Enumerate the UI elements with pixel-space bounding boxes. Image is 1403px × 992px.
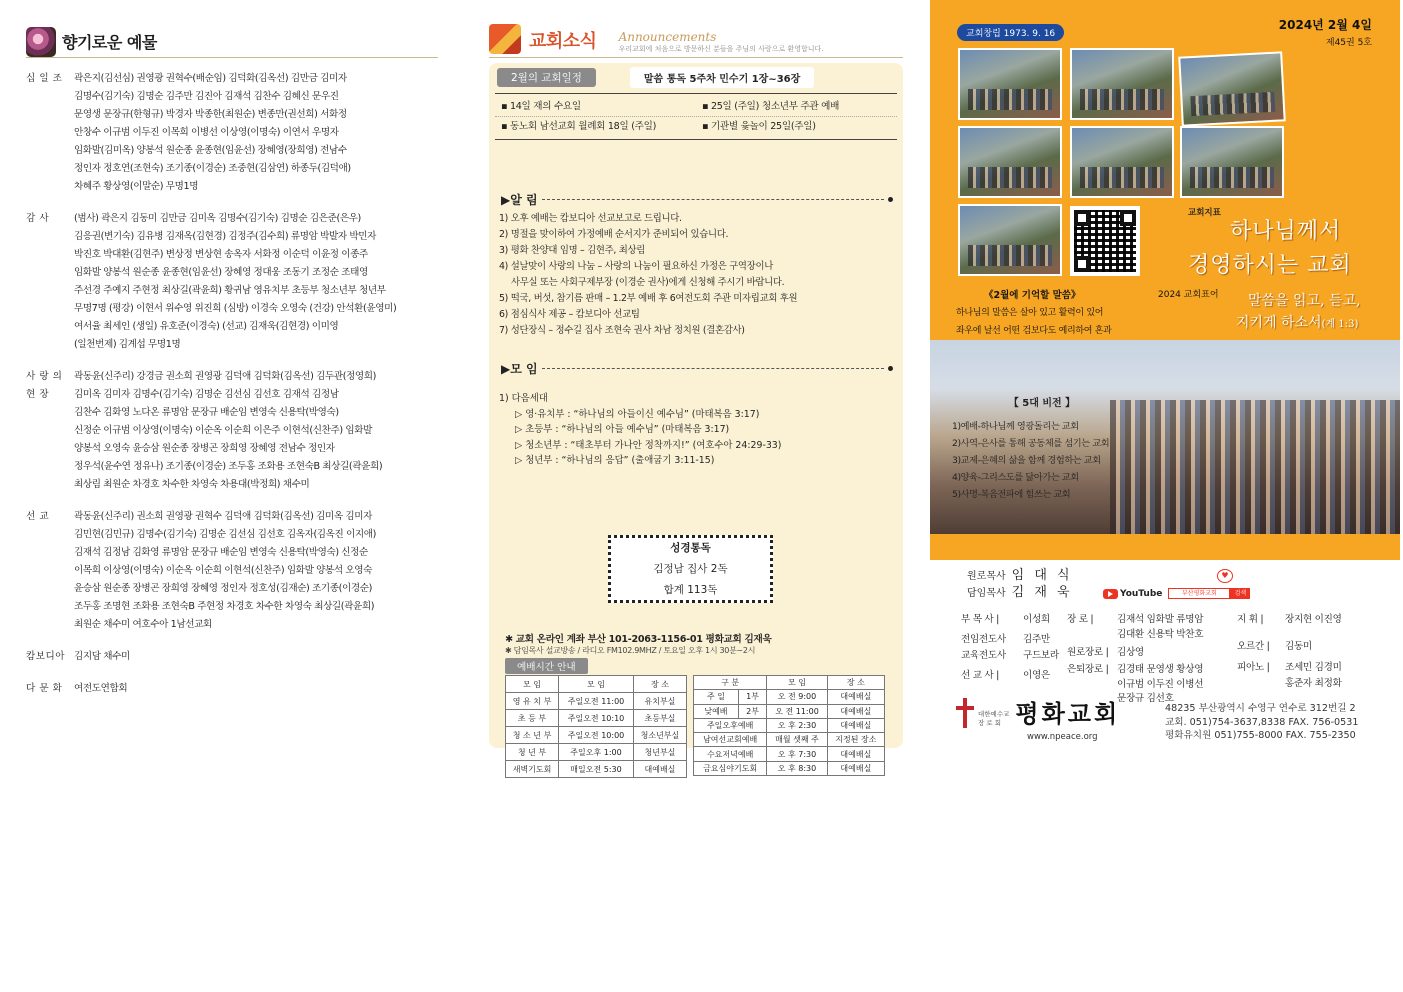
table-header: 구 분 (694, 676, 767, 690)
schedule-list (495, 93, 897, 140)
staff-name: 김경태 문영생 황상영 (1117, 664, 1204, 675)
offering-category-line: 현 장 (26, 389, 50, 400)
table-cell: 초 등 부 (506, 710, 559, 727)
established-badge: 교회창립 1973. 9. 16 (957, 24, 1064, 41)
denomination (978, 710, 1009, 728)
cover-photo (958, 204, 1062, 276)
offering-name-line: 임화발 양봉석 원순종 윤종현(임윤선) 장혜영 정대웅 조동기 조정순 조태영 (74, 267, 368, 278)
schedule-header (497, 67, 895, 88)
meeting-list (499, 391, 897, 469)
cover-photo (1180, 126, 1284, 198)
offering-name-line: 박진호 박대환(김현주) 변상정 변상현 송옥자 서화정 이순덕 이윤정 이종주 (74, 249, 368, 260)
memory-verse-line: 좌우에 날선 어떤 검보다도 예리하여 혼과 (956, 326, 1112, 336)
address-line: 48235 부산광역시 수영구 연수로 312번길 2 (1165, 703, 1356, 714)
staff-label: 선 교 사 | (961, 670, 1000, 681)
offering-group (26, 648, 438, 666)
offering-category-line: 캄보디아 (26, 651, 66, 662)
offering-category (26, 368, 74, 494)
offering-category (26, 680, 74, 698)
offering-name-line: 최원순 채수미 여호수아 1남선교회 (74, 619, 212, 630)
table-cell: 초등부실 (633, 710, 686, 727)
offering-group (26, 368, 438, 494)
staff-label: 교육전도사 (961, 650, 1006, 661)
staff-name: 김주만 (1023, 634, 1050, 645)
staff-name: 김재석 임화발 류명암 (1117, 614, 1204, 625)
announcements-subtitle (619, 30, 824, 54)
address-line: 평화유치원 051)755-8000 FAX. 755-2350 (1165, 730, 1356, 741)
bulletin-date: 2024년 2월 4일 (1278, 18, 1372, 32)
bullet-dot-icon (888, 366, 893, 371)
staff-label: 지 휘 | (1237, 614, 1264, 625)
offering-name-line: 김미옥 김미자 김명수(김기숙) 김명순 김선심 김선호 김재석 김정남 (74, 389, 339, 400)
offering-category-line: 다 문 화 (26, 683, 63, 694)
meeting-title: 1) 다음세대 (499, 393, 548, 404)
notice-item: 4) 설날맞이 사랑의 나눔 – 사랑의 나눔이 필요하신 가정은 구역장이나 (499, 261, 773, 272)
table-row (694, 718, 885, 732)
staff-name: 이성희 (1023, 614, 1050, 625)
offering-name-line: 곽동윤(신주리) 강경금 권소희 권영광 김덕애 김덕화(김옥선) 김두관(정영희) (74, 371, 376, 382)
offering-names (74, 508, 438, 634)
staff-name: 홍준자 최정화 (1285, 678, 1342, 689)
pastor-emeritus (967, 568, 1073, 585)
vision-item: 3)교제-은혜의 삶을 함께 경험하는 교회 (952, 455, 1101, 466)
table-cell: 주일오전 10:10 (559, 710, 634, 727)
staff-label: 장 로 | (1067, 614, 1094, 625)
offerings-section (26, 26, 438, 726)
table-cell: 주일오후예배 (694, 718, 767, 732)
notice-item: 1) 오후 예배는 캄보디아 선교보고로 드립니다. (499, 213, 682, 224)
offering-name-line: 곽은지(김선심) 권영광 권혁수(배순임) 김덕화(김옥선) 김만금 김미자 (74, 73, 347, 84)
meeting-header (501, 360, 893, 377)
table-cell: 새벽기도회 (506, 761, 559, 778)
schedule-item: ▪ 동노회 남선교회 월례회 18일 (주일) (501, 121, 657, 132)
staff-label: 오르간 | (1237, 641, 1270, 652)
offering-name-line: 김재석 김정남 김화영 류명암 문장규 배순임 변영숙 신용탁(박영숙) 신정순 (74, 547, 368, 558)
table-cell: 지정된 장소 (827, 733, 884, 747)
cover-photo (958, 48, 1062, 120)
notice-item: 2) 명절을 맞이하여 가정예배 순서지가 준비되어 있습니다. (499, 229, 729, 240)
pastor-name: 임 대 식 (1011, 568, 1073, 583)
meeting-items (499, 407, 897, 469)
vision-item: 1)예배-하나님께 영광돌리는 교회 (952, 421, 1079, 432)
offering-name-line: 곽동윤(신주리) 권소희 권영광 권혁수 김덕애 김덕화(김옥선) 김미옥 김미자 (74, 511, 372, 522)
offering-name-line: 김찬수 김화영 노다온 류명암 문장규 배순임 변영숙 신용탁(박영숙) (74, 407, 339, 418)
table-cell: 청소년부실 (633, 727, 686, 744)
church-logo (955, 698, 1120, 728)
offering-name-line: 윤승삼 원순종 장병곤 장희영 장혜영 정인자 정호성(김재순) 조기종(이경순) (74, 583, 372, 594)
bible-reading-tag: 말씀 통독 5주차 민수기 1장~36장 (630, 67, 814, 88)
notice-list (499, 211, 897, 339)
table-row (694, 747, 885, 761)
worship-table-main (693, 675, 885, 776)
offering-name-line: 정우석(윤수연 정유나) 조기종(이경순) 조두홍 조화용 조현숙B 최상길(곽윤희) (74, 461, 383, 472)
offerings-title: 향기로운 예물 (62, 33, 157, 52)
worship-table-youth (505, 675, 687, 778)
table-cell: 대예배실 (827, 704, 884, 718)
divider (542, 199, 884, 200)
announcements-box (489, 63, 903, 774)
schedule-row (495, 97, 897, 116)
offering-name-line: 김민현(김민규) 김명수(김기숙) 김명순 김선심 김선호 김옥자(김옥진 이지애) (74, 529, 376, 540)
motto-line-1: 하나님께서 (1230, 219, 1342, 244)
offering-names (74, 368, 438, 494)
staff-section (955, 566, 1385, 746)
staff-name: 김동미 (1285, 641, 1312, 652)
table-cell: 청 년 부 (506, 744, 559, 761)
schedule-tag: 2월의 교회일정 (497, 68, 596, 87)
cover-photo (958, 126, 1062, 198)
offering-name-line: 김명수(김기숙) 김명순 김주만 김진아 김재석 김찬수 김혜신 문우진 (74, 91, 339, 102)
meeting-heading: ▶모 임 (501, 362, 538, 376)
pastor-role: 원로목사 (967, 571, 1006, 582)
notice-heading: ▶알 림 (501, 193, 538, 207)
table-header: 장 소 (827, 676, 884, 690)
table-cell: 주일오전 11:00 (559, 693, 634, 710)
staff-name: 이영은 (1023, 670, 1050, 681)
vision-list (952, 418, 1132, 503)
offerings-header (26, 26, 438, 58)
table-row (694, 761, 885, 775)
table-cell: 오 후 7:30 (767, 747, 827, 761)
notice-item: 5) 떡국, 버섯, 참기름 판매 – 1.2부 예배 후 6여전도회 주관 미자립교회 후원 (499, 293, 798, 304)
table-cell: 남여선교회예배 (694, 733, 767, 747)
table-cell: 수요저녁예배 (694, 747, 767, 761)
announcements-title: 교회소식 (529, 31, 597, 52)
theme-reference: (계 1:3) (1321, 319, 1359, 330)
table-cell: 매일오전 5:30 (559, 761, 634, 778)
offering-names (74, 70, 438, 196)
table-row (694, 690, 885, 704)
table-header: 모 임 (559, 676, 634, 693)
bible-reading-box (608, 535, 773, 603)
table-row (506, 727, 687, 744)
staff-name: 구드보라 (1023, 650, 1059, 661)
offering-name-line: 정인자 정호연(조현숙) 조기종(이경순) 조중현(김삼연) 하종두(김덕애) (74, 163, 351, 174)
offering-name-line: 주선경 주예지 주현정 최상길(곽윤희) 황귀남 영유치부 초등부 청소년부 청년부 (74, 285, 386, 296)
table-cell: 주 일 (694, 690, 739, 704)
memory-verse-line: 하나님의 말씀은 살아 있고 활력이 있어 (956, 308, 1104, 318)
vision-item: 4)양육-그리스도를 닮아가는 교회 (952, 472, 1079, 483)
church-name: 평화교회 (1015, 699, 1121, 728)
meeting-item: ▷ 초등부 : “하나님의 아들 예수님” (마태복음 3:17) (515, 424, 730, 435)
cover-photo (1178, 51, 1286, 126)
announcements-section (489, 24, 903, 774)
senior-pastor (967, 585, 1073, 602)
heart-icon: ♥ (1217, 569, 1233, 583)
staff-label: 전임전도사 (961, 634, 1006, 645)
memory-verse-title: 《2월에 기억할 말씀》 (984, 290, 1081, 301)
offering-name-line: (일천번제) 김계섭 무명1명 (74, 339, 181, 350)
table-header: 모 임 (767, 676, 827, 690)
offering-name-line: 안창수 이규범 이두진 이목희 이병선 이상영(이명숙) 이연서 우명자 (74, 127, 339, 138)
offering-category (26, 210, 74, 354)
table-cell: 청 소 년 부 (506, 727, 559, 744)
staff-name: 장지현 이진영 (1285, 614, 1342, 625)
bullet-dot-icon (888, 197, 893, 202)
theme-line-1: 말씀을 읽고, 듣고, (1248, 293, 1361, 309)
offering-group (26, 210, 438, 354)
table-cell: 오 후 8:30 (767, 761, 827, 775)
schedule-item: ▪ 25일 (주일) 청소년부 주관 예배 (702, 101, 840, 112)
youtube-label: YouTube (1120, 588, 1163, 599)
table-cell: 오 전 9:00 (767, 690, 827, 704)
offering-name-line: 문영생 문장규(한형규) 박경자 박종한(최원순) 변종만(권선희) 서화정 (74, 109, 347, 120)
notice-item: 사무실 또는 사회구제부장 (이경순 권사)에게 신청해 주시기 바랍니다. (511, 277, 785, 288)
offering-names (74, 648, 438, 666)
table-row (506, 693, 687, 710)
table-header: 장 소 (633, 676, 686, 693)
offering-name-line: 조두홍 조명현 조화용 조현숙B 주현정 차경호 차수한 차영숙 최상길(곽윤희) (74, 601, 375, 612)
cover-photo (1070, 48, 1174, 120)
vision-item: 2)사역-은사를 통해 공동체를 섬기는 교회 (952, 438, 1110, 449)
offering-name-line: 여전도연합회 (74, 683, 128, 694)
notice-header (501, 191, 893, 208)
table-cell: 주일오전 10:00 (559, 727, 634, 744)
table-cell: 대예배실 (827, 690, 884, 704)
staff-label: 은퇴장로 | (1067, 664, 1109, 675)
offering-name-line: 양봉석 오영숙 윤승삼 원순종 장병곤 장희영 장혜영 전남수 정인자 (74, 443, 335, 454)
offering-name-line: 최상림 최원순 차경호 차수한 차영숙 차용대(박정희) 채수미 (74, 479, 310, 490)
announcements-subtitle-en: Announcements (618, 30, 717, 44)
offering-name-line: 여서율 최세인 (생일) 유호준(이경숙) (선교) 김재욱(김현경) 이미영 (74, 321, 339, 332)
youtube-search[interactable] (1103, 588, 1250, 599)
staff-name: 김대환 신용탁 박찬호 (1117, 629, 1204, 640)
schedule-item: ▪ 14일 재의 수요일 (501, 101, 581, 112)
offering-category (26, 508, 74, 634)
offering-name-line: 신정순 이규범 이상영(이명숙) 이순옥 이순희 이은주 이현석(신찬주) 임화발 (74, 425, 372, 436)
qr-code-icon[interactable] (1070, 206, 1140, 276)
table-cell: 낮예배 (694, 704, 739, 718)
youtube-icon (1103, 589, 1118, 599)
table-cell: 대예배실 (827, 747, 884, 761)
offering-category-line: 사 랑 의 (26, 371, 63, 382)
flower-icon (26, 27, 56, 57)
pastor-role: 담임목사 (967, 588, 1006, 599)
offering-group (26, 70, 438, 196)
theme-line-2-text: 지키게 하소서 (1236, 315, 1322, 331)
church-address (1165, 702, 1358, 743)
staff-name: 문장규 김선호 (1117, 693, 1174, 704)
denomination-line: 장 로 회 (978, 719, 1001, 727)
table-row (506, 710, 687, 727)
gift-icon (489, 24, 521, 54)
table-cell: 청년부실 (633, 744, 686, 761)
offering-category (26, 70, 74, 196)
staff-name: 조세민 김경미 (1285, 662, 1342, 673)
schedule-item: ▪ 기관별 윷놀이 25일(주일) (702, 121, 816, 132)
radio-broadcast: ✱ 담임목사 설교방송 / 라디오 FM102.9MHZ / 토요일 오후 1시 30분~2시 (505, 646, 756, 655)
offering-name-line: 임화발(김미옥) 양봉석 원순종 윤종현(임윤선) 장혜영(장희영) 전남수 (74, 145, 347, 156)
offerings-groups (26, 70, 438, 698)
staff-label: 피아노 | (1237, 662, 1270, 673)
notice-item: 6) 점심식사 제공 – 캄보디아 선교팀 (499, 309, 640, 320)
offering-names (74, 210, 438, 354)
offering-category-line: 선 교 (26, 511, 50, 522)
table-cell: 영 유 치 부 (506, 693, 559, 710)
staff-name: 김상영 (1117, 647, 1144, 658)
address-line: 교회. 051)754-3637,8338 FAX. 756-0531 (1165, 716, 1359, 728)
table-row (694, 704, 885, 718)
announcements-header (489, 24, 903, 58)
vision-box (952, 395, 1132, 503)
motto-line-2: 경영하시는 교회 (1188, 253, 1352, 278)
schedule-row (495, 116, 897, 136)
bank-account: ✱ 교회 온라인 계좌 부산 101-2063-1156-01 평화교회 김재욱 (505, 634, 772, 645)
table-cell: 대예배실 (827, 718, 884, 732)
meeting-item: ▷ 청소년부 : “태초부터 가나안 정착까지!” (여호수아 24:29-33) (515, 439, 782, 451)
bible-reading-line: 김정남 집사 2독 (653, 563, 728, 575)
table-row (694, 733, 885, 747)
table-cell: 매월 셋째 주 (767, 733, 827, 747)
offering-name-line: 김응권(변기숙) 김유병 김재옥(김현경) 김정주(김수희) 류명암 박발자 박민자 (74, 231, 376, 242)
vision-item: 5)사명-복음전파에 힘쓰는 교회 (952, 489, 1071, 500)
offering-name-line: 이목희 이상영(이명숙) 이순옥 이순희 이현석(신찬주) 임화발 양봉석 오영숙 (74, 565, 372, 576)
offering-category-line: 십 일 조 (26, 73, 63, 84)
table-cell: 대예배실 (827, 761, 884, 775)
offering-name-line: 무명7명 (평강) 이현서 위수영 위진희 (심방) 이경숙 오영숙 (건강) 안석환(윤영미) (74, 303, 397, 314)
table-cell: 유치부실 (633, 693, 686, 710)
table-cell: 금요심야기도회 (694, 761, 767, 775)
offering-names (74, 680, 438, 698)
table-cell: 주일오후 1:00 (559, 744, 634, 761)
staff-label: 부 목 사 | (961, 614, 1000, 625)
staff-label: 원로장로 | (1067, 647, 1109, 658)
offering-name-line: 김지담 채수미 (74, 651, 130, 662)
pastor-name: 김 재 욱 (1011, 585, 1073, 600)
bible-reading-total: 합계 113독 (663, 584, 718, 596)
offering-name-line: (범사) 곽은지 김동미 김만금 김미옥 김명수(김기숙) 김명순 김은준(은우) (74, 213, 361, 224)
bible-reading-title: 성경통독 (670, 542, 711, 554)
offering-category (26, 648, 74, 666)
offering-group (26, 508, 438, 634)
cover-photo (1070, 126, 1174, 198)
table-row (506, 744, 687, 761)
table-cell: 대예배실 (633, 761, 686, 778)
table-cell: 오 후 2:30 (767, 718, 827, 732)
youtube-search-button[interactable]: 검색 (1230, 588, 1250, 599)
theme-line-2 (1236, 312, 1358, 332)
cover-section (930, 0, 1400, 560)
worship-time-tag: 예배시간 안내 (505, 658, 588, 674)
theme-tag: 2024 교회표어 (1158, 290, 1219, 300)
offering-name-line: 차혜주 황상영(이말순) 무명1명 (74, 181, 199, 192)
table-row (506, 761, 687, 778)
table-cell: 1부 (738, 690, 766, 704)
meeting-item: ▷ 청년부 : “하나님의 응답” (출애굽기 3:11-15) (515, 455, 715, 466)
table-header: 모 임 (506, 676, 559, 693)
offering-category-line: 감 사 (26, 213, 50, 224)
motto-tag: 교회지표 (1188, 208, 1221, 218)
vision-title: 【 5대 비전 】 (1008, 398, 1076, 409)
table-cell: 2부 (738, 704, 766, 718)
cross-icon (955, 698, 975, 728)
announcements-welcome: 우리교회에 처음으로 방문하신 분들을 주님의 사랑으로 환영합니다. (618, 45, 824, 53)
youtube-search-input[interactable]: 부산평화교회 (1168, 588, 1230, 599)
divider (542, 368, 884, 369)
offering-group (26, 680, 438, 698)
denomination-line: 대한예수교 (978, 710, 1010, 718)
meeting-item: ▷ 영·유치부 : “하나님의 아들이신 예수님” (마태복음 3:17) (515, 408, 760, 420)
table-cell: 오 전 11:00 (767, 704, 827, 718)
staff-name: 이규범 이두진 이병선 (1117, 679, 1204, 690)
notice-item: 7) 성단장식 – 정수길 집사 조현숙 권사 차남 정치원 (결혼감사) (499, 325, 745, 336)
church-website-link[interactable]: www.npeace.org (1027, 732, 1098, 742)
notice-item: 3) 평화 찬양대 임명 – 김현주, 최상림 (499, 245, 646, 256)
bulletin-issue: 제45권 5호 (1325, 38, 1372, 48)
